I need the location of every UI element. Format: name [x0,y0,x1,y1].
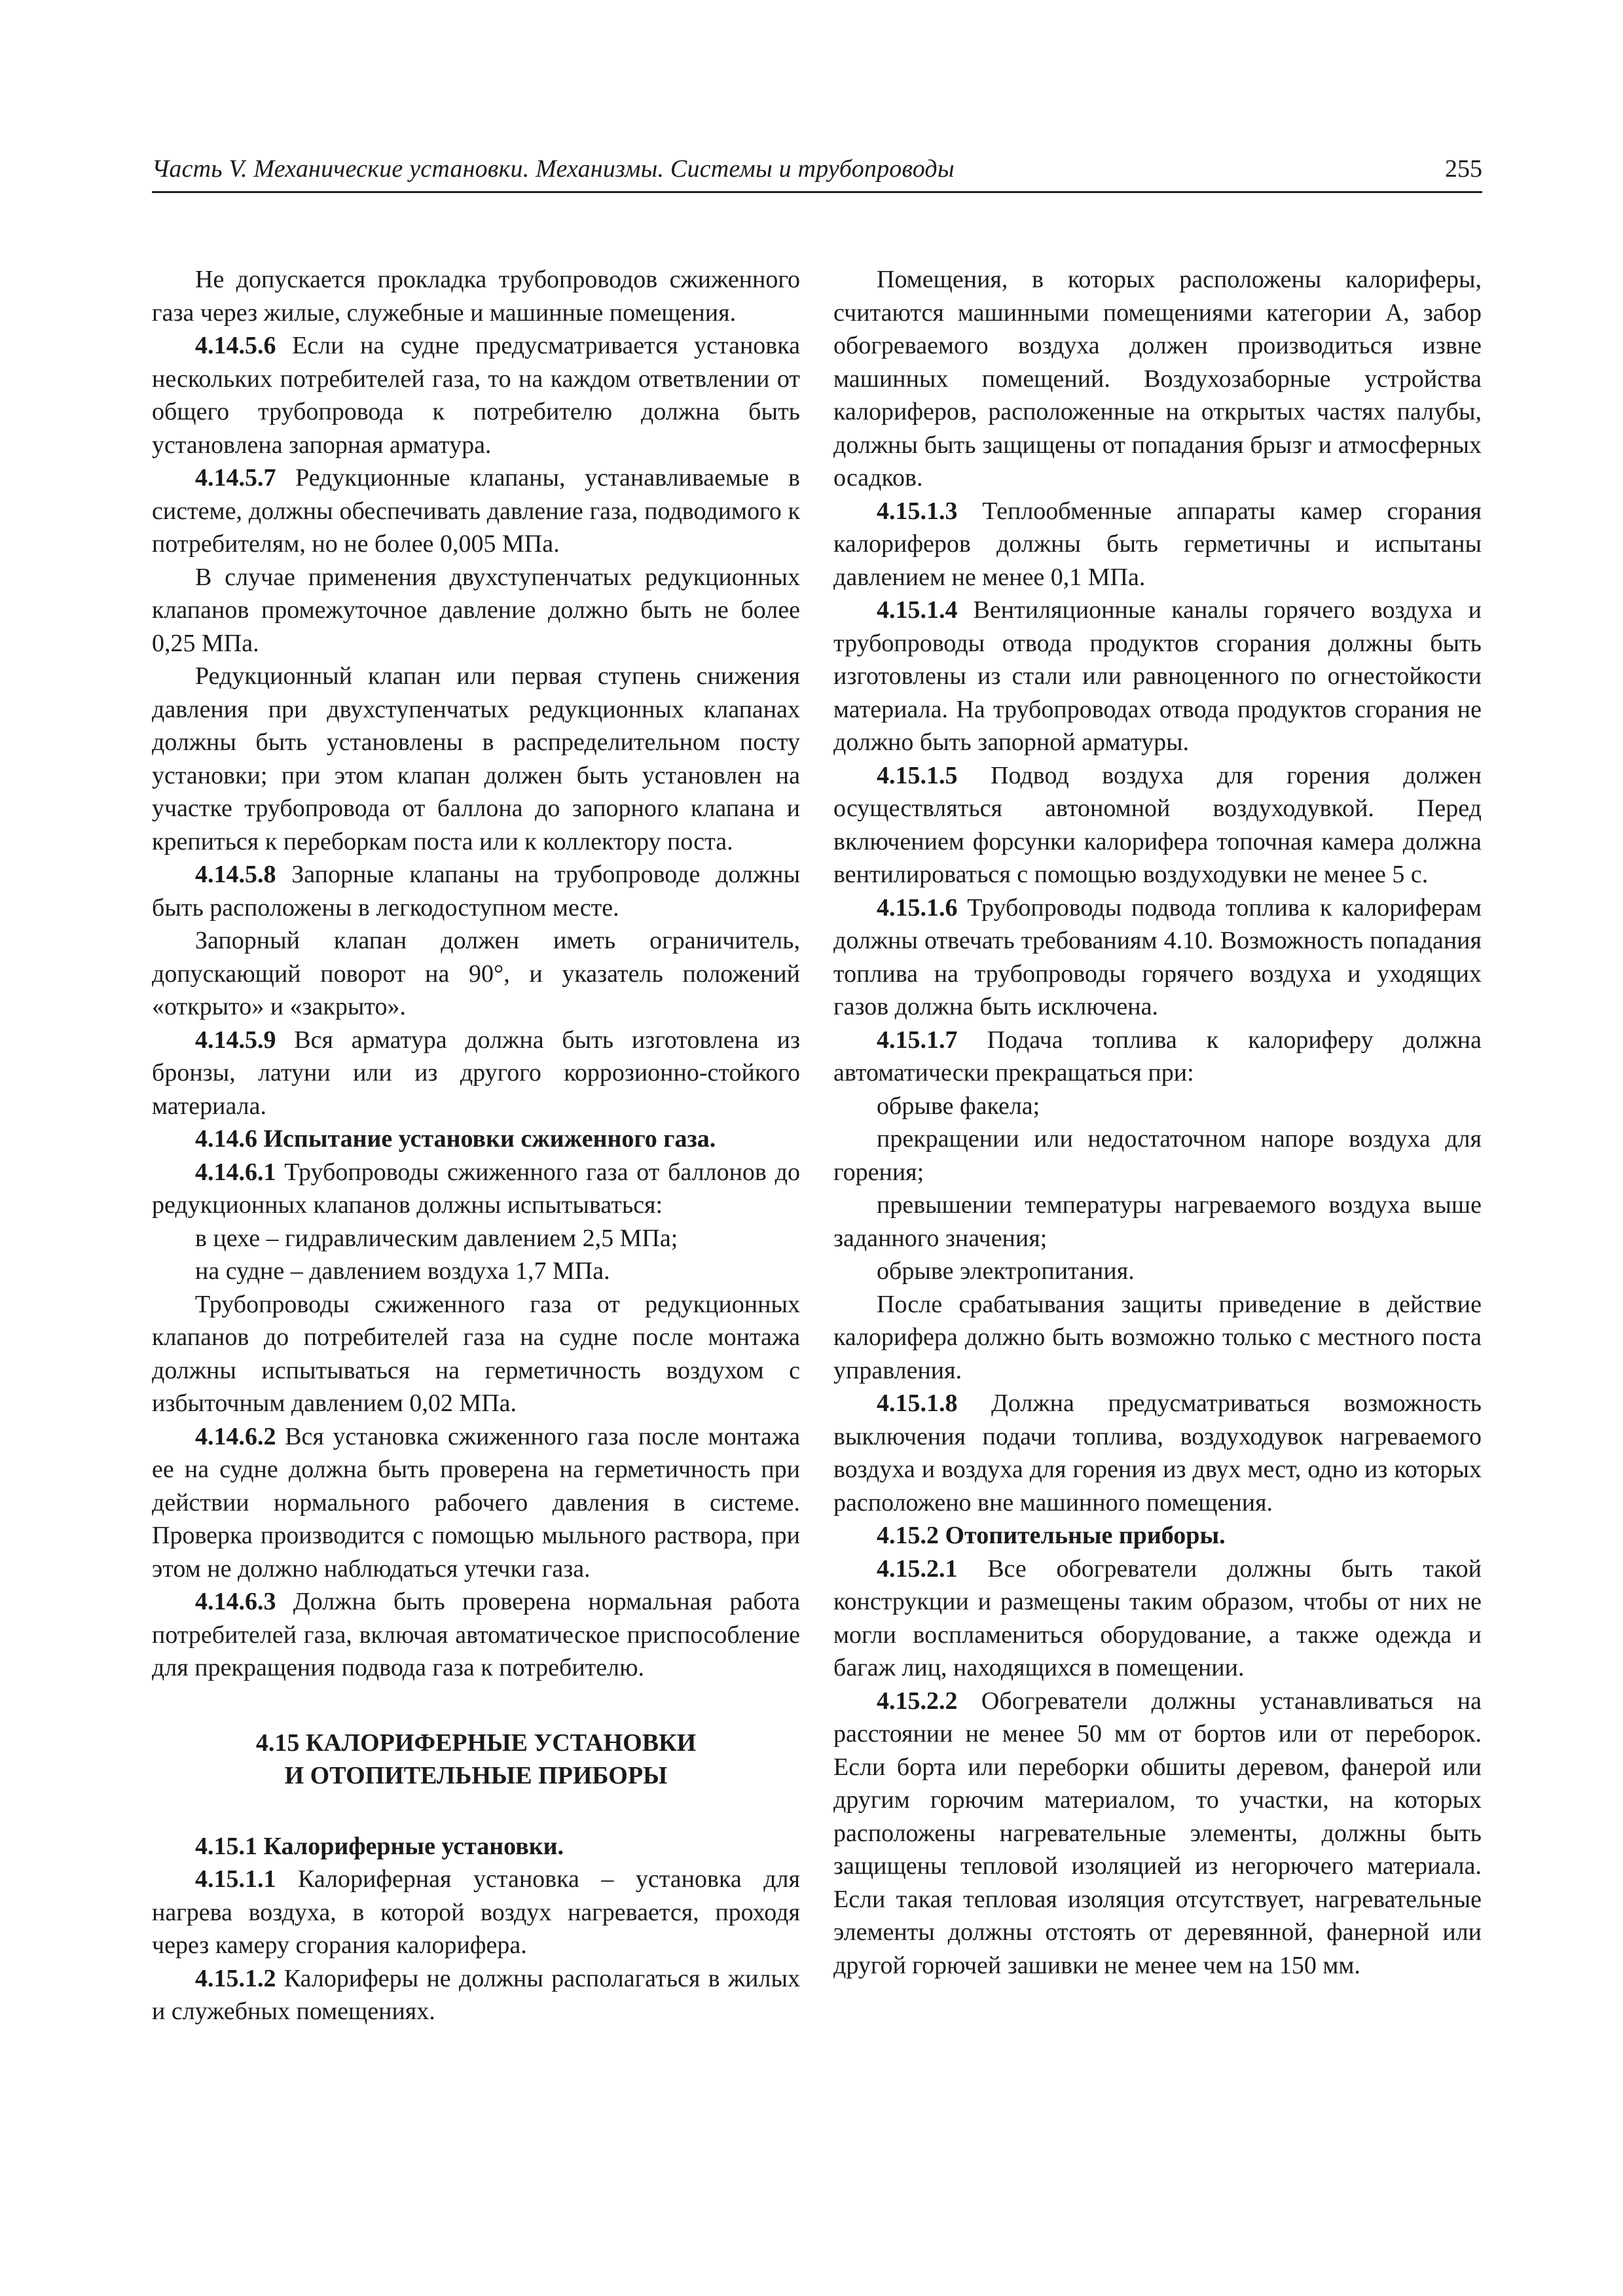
list-item: обрыве факела; [877,1092,1040,1120]
clause-4-14-6-1 [152,1156,800,1222]
section-title-line: И ОТОПИТЕЛЬНЫЕ ПРИБОРЫ [284,1761,668,1789]
clause-4-15-1-6 [833,891,1482,1024]
clause-4-15-1-5 [833,759,1482,891]
clause-4-15-1-7 [833,1024,1482,1090]
paragraph: Не допускается прокладка трубопроводов сжиженного газа через жилые, служебные и машинные помещения. [152,266,800,327]
clause-number: 4.15.1.4 [877,596,958,624]
subsection-heading-4-14-6: 4.14.6 Испытание установки сжиженного газа. [195,1125,716,1153]
clause-number: 4.15.1.7 [877,1026,958,1054]
clause-4-14-5-8 [152,858,800,924]
clause-text: Трубопроводы сжиженного газа от баллонов до редукционных клапанов должны испытываться: [152,1158,800,1219]
paragraph: Запорный клапан должен иметь ограничитель, допускающий поворот на 90°, и указатель положений «открыто» и «закрыто». [152,927,800,1020]
clause-text: Запорные клапаны на трубопроводе должны быть расположены в легкодоступном месте. [152,861,800,922]
left-column [152,263,800,2028]
clause-4-15-2-2 [833,1685,1482,1982]
clause-number: 4.14.6.3 [195,1588,276,1615]
clause-number: 4.14.5.6 [195,332,276,359]
running-header [152,152,1482,193]
list-item: обрыве электропитания. [877,1257,1135,1285]
subsection-heading-4-15-1: 4.15.1 Калориферные установки. [195,1832,564,1860]
clause-number: 4.14.5.7 [195,464,276,492]
clause-4-14-5-6 [152,329,800,461]
clause-text: Редукционные клапаны, устанавливаемые в системе, должны обеспечивать давление газа, подводимого к потребителям, но не более 0,005 МПа. [152,464,800,558]
list-item: превышении температуры нагреваемого воздуха выше заданного значения; [833,1191,1482,1252]
clause-number: 4.15.1.8 [877,1390,958,1417]
section-title-4-15 [152,1727,800,1792]
clause-text: Должна предусматриваться возможность выключения подачи топлива, воздуходувок нагреваемого воздуха и воздуха для горения из двух мест, одно из которых расположено вне машинного помещения. [833,1390,1482,1516]
clause-4-15-1-2 [152,1962,800,2028]
clause-text: Подвод воздуха для горения должен осуществляться автономной воздуходувкой. Перед включением форсунки калорифера топочная камера должна вентилироваться с помощью воздуходувки не менее 5 с. [833,761,1482,888]
clause-number: 4.15.1.6 [877,893,958,922]
clause-text: Калориферы не должны располагаться в жилых и служебных помещениях. [152,1964,800,2025]
clause-number: 4.14.5.8 [195,861,276,888]
paragraph: В случае применения двухступенчатых редукционных клапанов промежуточное давление должно быть не более 0,25 МПа. [152,563,800,657]
clause-4-15-1-3 [833,495,1482,594]
clause-text: Теплообменные аппараты камер сгорания калориферов должны быть герметичны и испытаны давлением не менее 0,1 МПа. [833,497,1482,591]
clause-4-15-1-8 [833,1387,1482,1519]
paragraph: Редукционный клапан или первая ступень снижения давления при двухступенчатых редукционных клапанах должны быть установлены в распределительном посту установки; при этом клапан должен быть установлен на участке трубопровода от баллона до запорного клапана и крепиться к переборкам поста или к коллектору поста. [152,662,800,855]
clause-text: Обогреватели должны устанавливаться на расстоянии не менее 50 мм от бортов или от переборок. Если борта или переборки обшиты деревом, фанерой или другим горючим материалом, то участки, на которых расположены нагревательные элементы, должны быть защищены тепловой изоляцией из негорючего материала. Если такая тепловая изоляция отсутствует, нагревательные элементы должны отстоять от деревянной, фанерной или другой горючей зашивки не менее чем на 150 мм. [833,1687,1482,1979]
list-item: в цехе – гидравлическим давлением 2,5 МПа; [195,1224,678,1252]
paragraph: Помещения, в которых расположены калориферы, считаются машинными помещениями категории А, забор обогреваемого воздуха должен производиться извне машинных помещений. Воздухозаборные устройства калориферов, расположенные на открытых частях палубы, должны быть защищены от попадания брызг и атмосферных осадков. [833,266,1482,492]
clause-text: Трубопроводы подвода топлива к калориферам должны отвечать требованиям 4.10. Возможность попадания топлива на трубопроводы горячего воздуха и уходящих газов должна быть исключена. [833,893,1482,1020]
clause-number: 4.14.6.2 [195,1422,276,1450]
clause-4-15-1-1 [152,1863,800,1962]
clause-number: 4.15.1.5 [877,761,958,789]
clause-number: 4.14.6.1 [195,1158,276,1186]
clause-text: Все обогреватели должны быть такой конструкции и размещены таким образом, чтобы от них не могли воспламениться оборудование, а также одежда и багаж лиц, находящихся в помещении. [833,1554,1482,1681]
clause-text: Вся арматура должна быть изготовлена из бронзы, латуни или из другого коррозионно-стойкого материала. [152,1026,800,1120]
clause-text: Должна быть проверена нормальная работа потребителей газа, включая автоматическое приспособление для прекращения подвода газа к потребителю. [152,1588,800,1681]
clause-number: 4.15.1.2 [195,1964,276,1992]
list-item: на судне – давлением воздуха 1,7 МПа. [195,1257,610,1285]
clause-4-15-1-4 [833,594,1482,759]
clause-4-14-6-3 [152,1585,800,1685]
clause-number: 4.15.1.1 [195,1865,276,1893]
subsection-heading-4-15-2: 4.15.2 Отопительные приборы. [877,1522,1226,1549]
paragraph: После срабатывания защиты приведение в действие калорифера должно быть возможно только с местного поста управления. [833,1290,1482,1384]
right-column [833,263,1482,1982]
clause-number: 4.14.5.9 [195,1026,276,1054]
clause-text: Вся установка сжиженного газа после монтажа ее на судне должна быть проверена на герметичность при действии нормального рабочего давления в системе. Проверка производится с помощью мыльного раствора, при этом не должно наблюдаться утечки газа. [152,1422,800,1583]
clause-4-15-2-1 [833,1552,1482,1685]
page-number: 255 [1445,155,1482,183]
clause-text: Подача топлива к калориферу должна автоматически прекращаться при: [833,1026,1482,1086]
clause-4-14-6-2 [152,1420,800,1586]
running-header-title: Часть V. Механические установки. Механизмы. Системы и трубопроводы [152,155,955,183]
clause-number: 4.15.2.1 [877,1554,958,1583]
paragraph: Трубопроводы сжиженного газа от редукционных клапанов до потребителей газа на судне после монтажа должны испытываться на герметичность воздухом с избыточным давлением 0,02 МПа. [152,1290,800,1417]
clause-text: Калориферная установка – установка для нагрева воздуха, в которой воздух нагревается, проходя через камеру сгорания калорифера. [152,1865,800,1959]
clause-number: 4.15.2.2 [877,1687,958,1715]
clause-text: Вентиляционные каналы горячего воздуха и трубопроводы отвода продуктов сгорания должны быть изготовлены из стали или равноценного по огнестойкости материала. На трубопроводах отвода продуктов сгорания не должно быть запорной арматуры. [833,596,1482,756]
section-title-line: 4.15 КАЛОРИФЕРНЫЕ УСТАНОВКИ [255,1729,697,1757]
clause-4-14-5-7 [152,461,800,561]
clause-number: 4.15.1.3 [877,497,958,525]
list-item: прекращении или недостаточном напоре воздуха для горения; [833,1125,1482,1186]
clause-text: Если на судне предусматривается установка нескольких потребителей газа, то на каждом ответвлении от общего трубопровода к потребителю должна быть установлена запорная арматура. [152,332,800,459]
clause-4-14-5-9 [152,1024,800,1123]
